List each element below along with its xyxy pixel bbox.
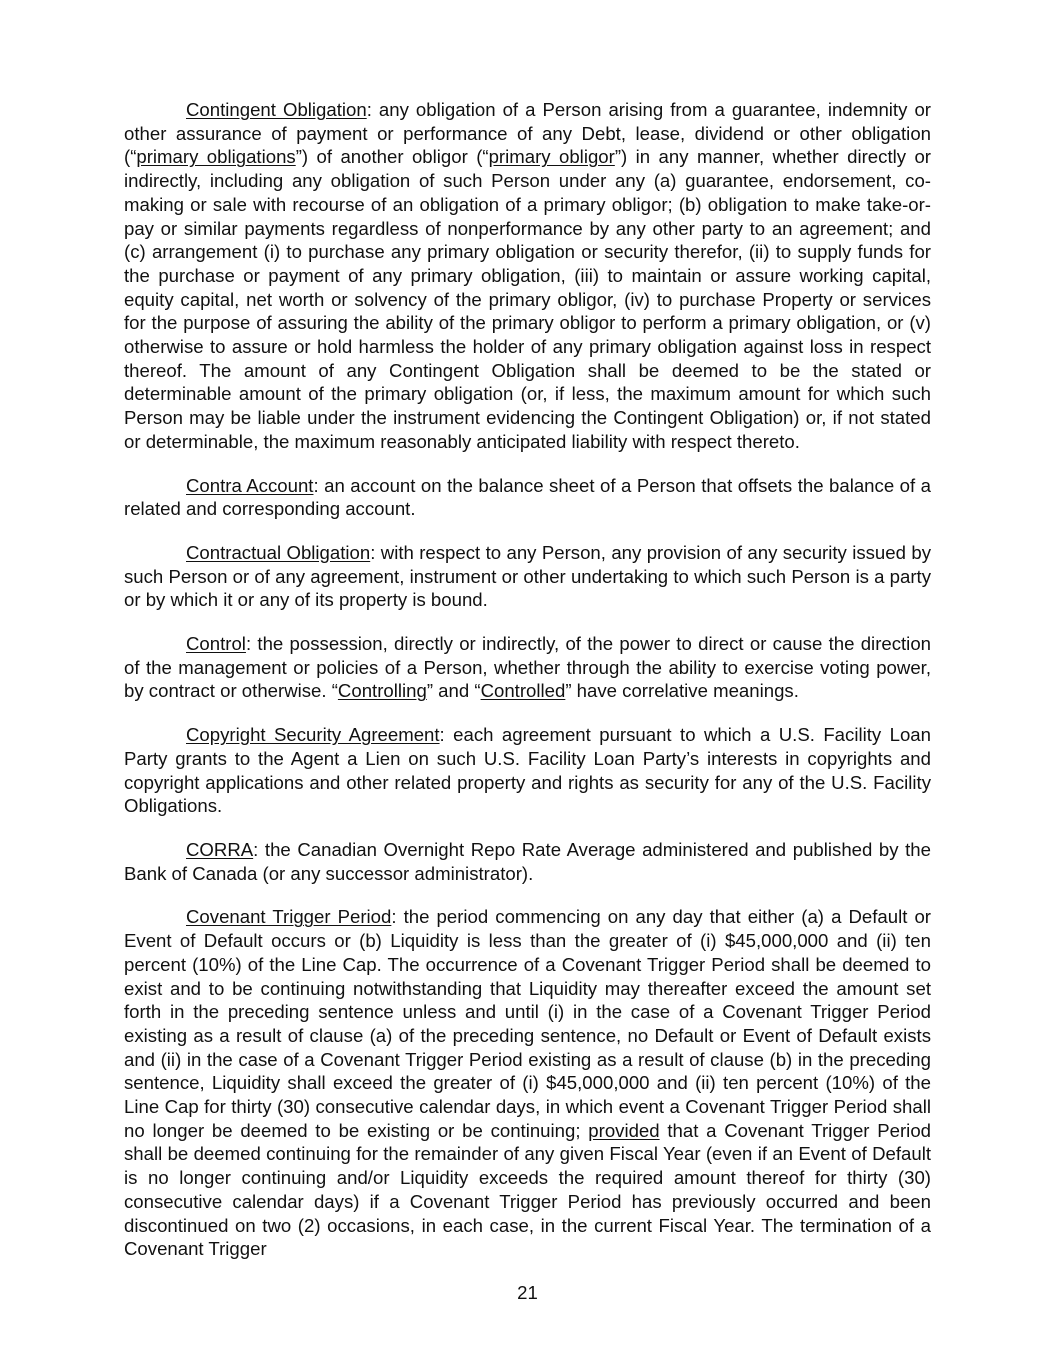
- definition-text: : the Canadian Overnight Repo Rate Average administered and published by the Bank of Canada (or any successor administrator).: [124, 838, 931, 884]
- defined-term: CORRA: [186, 838, 254, 860]
- definition-text: : any obligation of a Person arising from a guarantee, indemnity or other assurance of payment or performance of any Debt, lease, dividend or other obligation (“: [124, 99, 931, 168]
- definition-corra: [124, 838, 931, 885]
- defined-term: Copyright Security Agreement: [186, 724, 440, 746]
- defined-term-inline: provided: [588, 1119, 660, 1141]
- definition-contractual-obligation: [124, 541, 931, 612]
- page-number: 21: [517, 1282, 538, 1303]
- definition-text: : each agreement pursuant to which a U.S. Facility Loan Party grants to the Agent a Lien on such U.S. Facility Loan Party’s interests in copyrights and copyright applications and other related property and rights as security for any of the U.S. Facility Obligations.: [124, 724, 931, 817]
- definition-text: ”) in any manner, whether directly or indirectly, including any obligation of such Person under any (a) guarantee, endorsement, co-making or sale with recourse of an obligation of a primary obligor; (b) obligation to make take-or-pay or similar payments regardless of nonperformance by any other party to an agreement; and (c) arrangement (i) to purchase any primary obligation or security therefor, (ii) to supply funds for the purchase or payment of any primary obligation, (iii) to maintain or assure working capital, equity capital, net worth or solvency of the primary obligor, (iv) to purchase Property or services for the purpose of assuring the ability of the primary obligor to perform a primary obligation, or (v) otherwise to assure or hold harmless the holder of any primary obligation against loss in respect thereof. The amount of any Contingent Obligation shall be deemed to be the stated or determinable amount of the primary obligation (or, if less, the maximum amount for which such Person may be liable under the instrument evidencing the Contingent Obligation) or, if not stated or determinable, the maximum reasonably anticipated liability with respect thereto.: [124, 146, 931, 452]
- definition-text: : with respect to any Person, any provision of any security issued by such Person or of any agreement, instrument or other undertaking to which such Person is a party or by which it or any of its property is bound.: [124, 541, 931, 611]
- definition-copyright-security-agreement: [124, 723, 931, 818]
- definition-text: : the possession, directly or indirectly, of the power to direct or cause the direction of the management or policies of a Person, whether through the ability to exercise voting power, by contract or otherwise. “: [124, 633, 931, 702]
- defined-term-inline: Controlled: [480, 680, 566, 702]
- defined-term-inline: primary obligations: [136, 146, 296, 168]
- definition-text: ” and “: [426, 680, 481, 702]
- definition-text: that a Covenant Trigger Period shall be deemed continuing for the remainder of any given Fiscal Year (even if an Event of Default is no longer continuing and/or Liquidity exceeds the required amount thereof for thirty (30) consecutive calendar days) if a Covenant Trigger Period has previously occurred and been discontinued on two (2) occasions, in each case, in the current Fiscal Year. The termination of a Covenant Trigger: [124, 1119, 931, 1260]
- defined-term-inline: primary obligor: [488, 146, 615, 168]
- definition-control: [124, 632, 931, 703]
- defined-term: Contractual Obligation: [186, 541, 371, 563]
- defined-term-inline: Controlling: [337, 680, 427, 702]
- defined-term: Contingent Obligation: [186, 99, 367, 120]
- definition-contingent-obligation: [124, 98, 931, 454]
- definition-text: : an account on the balance sheet of a Person that offsets the balance of a related and corresponding account.: [124, 474, 931, 520]
- defined-term: Covenant Trigger Period: [186, 906, 392, 928]
- definition-contra-account: [124, 474, 931, 521]
- definition-text: : the period commencing on any day that either (a) a Default or Event of Default occurs or (b) Liquidity is less than the greater of (i) $45,000,000 and (ii) ten percent (10%) of the Line Cap. The occurrence of a Covenant Trigger Period shall be deemed to exist and to be continuing notwithstanding that Liquidity may thereafter exceed the amount set forth in the preceding sentence unless and until (i) in the case of a Covenant Trigger Period existing as a result of clause (a) of the preceding sentence, no Default or Event of Default exists and (ii) in the case of a Covenant Trigger Period existing as a result of clause (b) in the preceding sentence, Liquidity shall exceed the greater of (i) $45,000,000 and (ii) ten percent (10%) of the Line Cap for thirty (30) consecutive calendar days, in which event a Covenant Trigger Period shall no longer be deemed to be existing or be continuing;: [124, 906, 931, 1141]
- definition-covenant-trigger-period: [124, 905, 931, 1261]
- definition-text: ”) of another obligor (“: [295, 146, 489, 168]
- definition-text: ” have correlative meanings.: [565, 680, 799, 702]
- defined-term: Contra Account: [186, 474, 314, 496]
- document-page: [124, 98, 931, 1281]
- defined-term: Control: [186, 633, 246, 655]
